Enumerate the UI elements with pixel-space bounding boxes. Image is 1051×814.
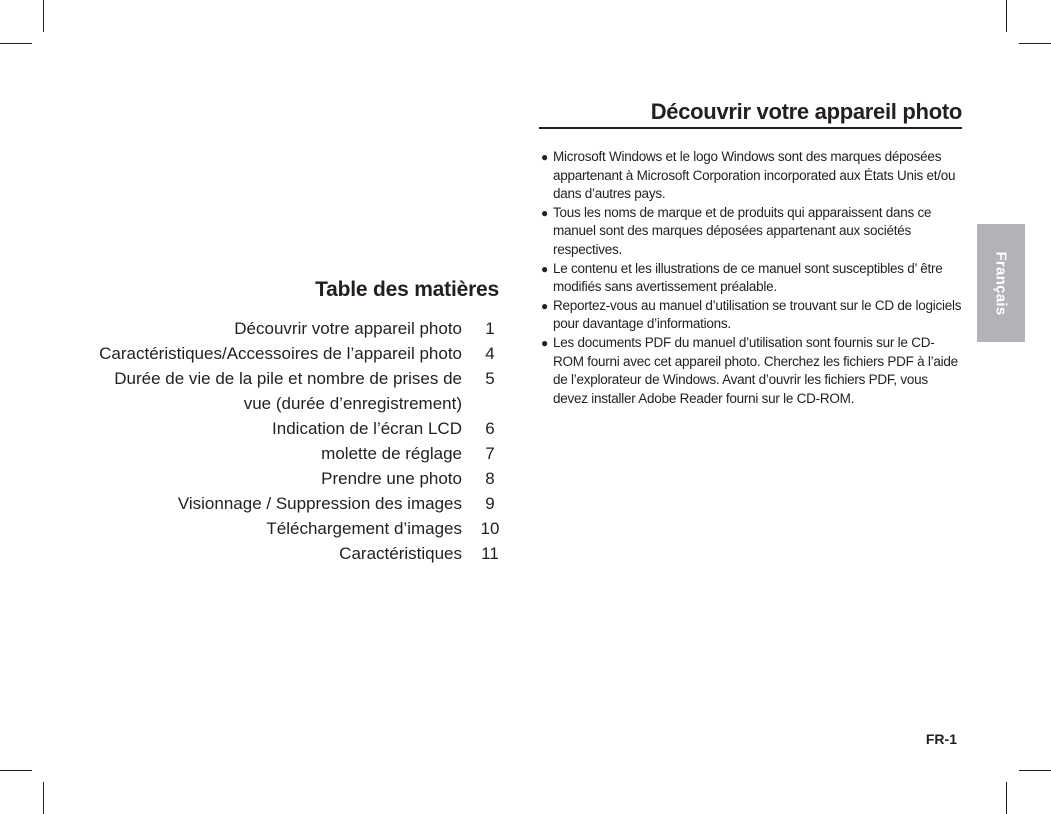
crop-mark bbox=[0, 770, 32, 771]
note-text: Tous les noms de marque et de produits qui apparaissent dans ce manuel sont des marques déposées appartenant aux sociétés respectives. bbox=[553, 204, 932, 257]
crop-mark bbox=[43, 0, 44, 32]
toc-entry[interactable] bbox=[80, 416, 502, 441]
crop-mark bbox=[1006, 0, 1007, 32]
toc-title: Table des matières bbox=[315, 278, 499, 301]
toc-entry[interactable] bbox=[80, 316, 502, 341]
language-tab-label: Français bbox=[992, 250, 1010, 316]
bullet-icon: ● bbox=[541, 150, 548, 164]
note-text: Le contenu et les illustrations de ce manuel sont susceptibles d’ être modifiés sans avertissement préalable. bbox=[553, 260, 943, 295]
notes-list bbox=[540, 148, 964, 408]
toc-entry[interactable] bbox=[80, 341, 502, 366]
list-item bbox=[540, 204, 964, 260]
toc-entry-page: 9 bbox=[485, 494, 495, 513]
toc-entry[interactable] bbox=[80, 441, 502, 466]
toc-entry-label: Téléchargement d’images bbox=[266, 519, 462, 538]
toc-entry-label: Durée de vie de la pile et nombre de prises de vue (durée d’enregistrement) bbox=[114, 369, 462, 413]
language-tab bbox=[977, 224, 1025, 342]
toc-entry-label: molette de réglage bbox=[321, 444, 462, 463]
toc-entry-page: 8 bbox=[485, 469, 495, 488]
list-item bbox=[540, 260, 964, 297]
crop-mark bbox=[1019, 43, 1051, 44]
toc-entry[interactable] bbox=[80, 366, 502, 416]
list-item bbox=[540, 148, 964, 204]
bullet-icon: ● bbox=[541, 261, 548, 276]
toc-entry-label: Découvrir votre appareil photo bbox=[234, 319, 462, 338]
note-text: Reportez-vous au manuel d’utilisation se trouvant sur le CD de logiciels pour davantage d’informations. bbox=[553, 297, 962, 332]
toc-list bbox=[80, 316, 502, 566]
crop-mark bbox=[0, 43, 32, 44]
toc-entry[interactable] bbox=[80, 466, 502, 491]
bullet-icon: ● bbox=[541, 335, 548, 350]
toc-entry-label: Indication de l’écran LCD bbox=[272, 419, 462, 438]
toc-entry-page: 6 bbox=[485, 419, 495, 438]
note-text: Microsoft Windows et le logo Windows sont des marques déposées appartenant à Microsoft Corporation incorporated aux États Unis et/ou dans d’autres pays. bbox=[553, 149, 956, 202]
page-number: FR-1 bbox=[925, 731, 957, 747]
bullet-icon: ● bbox=[541, 205, 548, 220]
toc-entry-page: 1 bbox=[485, 319, 495, 338]
list-item bbox=[540, 334, 964, 408]
toc-entry[interactable] bbox=[80, 541, 502, 566]
crop-mark bbox=[1006, 782, 1007, 814]
bullet-icon: ● bbox=[541, 298, 548, 313]
section-title: Découvrir votre appareil photo bbox=[539, 98, 962, 129]
crop-mark bbox=[1019, 770, 1051, 771]
list-item bbox=[540, 297, 964, 334]
toc-entry-page: 7 bbox=[485, 444, 495, 463]
toc-entry-label: Caractéristiques/Accessoires de l’appareil photo bbox=[99, 344, 462, 363]
toc-entry[interactable] bbox=[80, 491, 502, 516]
toc-entry[interactable] bbox=[80, 516, 502, 541]
toc-entry-page: 4 bbox=[485, 344, 495, 363]
toc-entry-label: Caractéristiques bbox=[339, 544, 462, 563]
toc-entry-page: 11 bbox=[481, 544, 499, 563]
toc-entry-label: Visionnage / Suppression des images bbox=[177, 494, 462, 513]
toc-entry-page: 10 bbox=[480, 519, 500, 538]
toc-entry-label: Prendre une photo bbox=[321, 469, 462, 488]
note-text: Les documents PDF du manuel d’utilisation sont fournis sur le CD-ROM fourni avec cet appareil photo. Cherchez les fichiers PDF à l’aide de l’explorateur de Windows. Avant d’ouvrir les fichiers PDF, vous devez installer Adobe Reader fourni sur le CD-ROM. bbox=[553, 334, 958, 406]
crop-mark bbox=[43, 782, 44, 814]
toc-entry-page: 5 bbox=[485, 369, 495, 388]
